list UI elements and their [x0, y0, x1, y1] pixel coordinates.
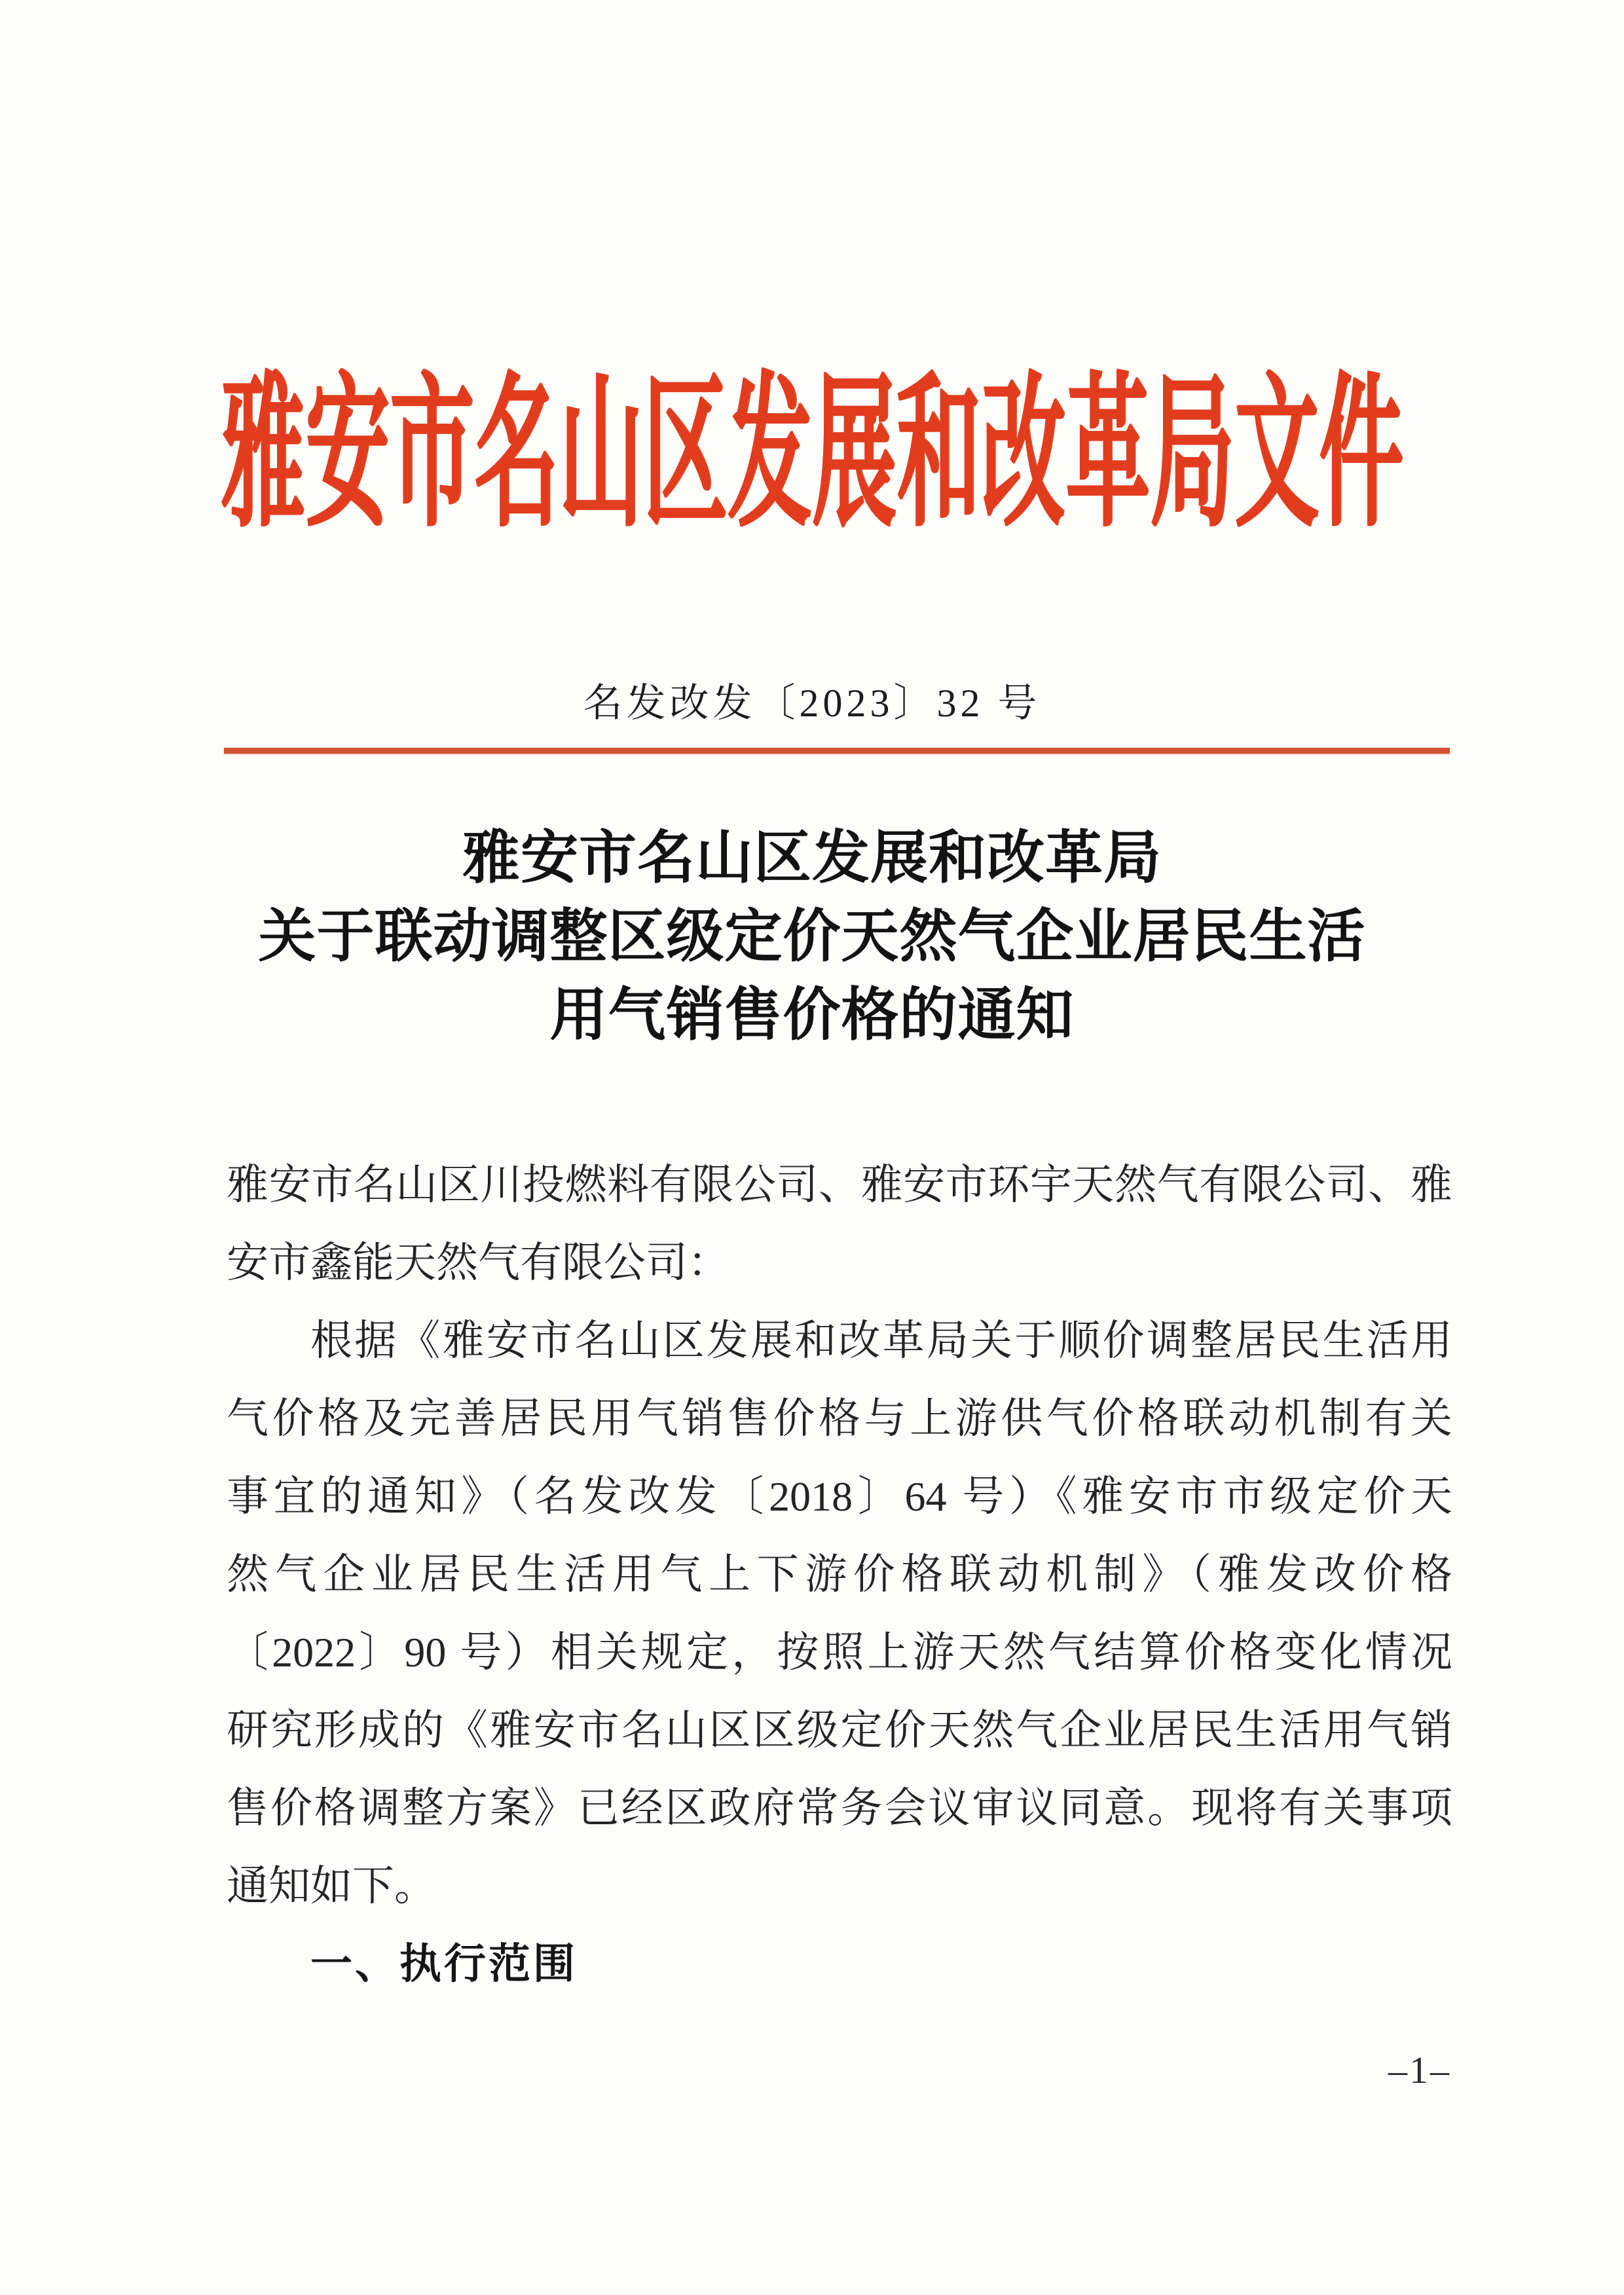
- red-divider-line: [224, 748, 1450, 754]
- title-line-1: 雅安市名山区发展和改革局: [462, 827, 1162, 890]
- body-line: 安市鑫能天然气有限公司：: [227, 1239, 729, 1286]
- body-line: 〔2022〕90 号）相关规定，按照上游天然气结算价格变化情况: [227, 1629, 1452, 1676]
- body-line: 研究形成的《雅安市名山区区级定价天然气企业居民生活用气销: [227, 1707, 1452, 1753]
- body-line: 气价格及完善居民用气销售价格与上游供气价格联动机制有关: [227, 1395, 1452, 1442]
- section-heading-scope: 一、执行范围: [310, 1940, 578, 1987]
- body-line: 事宜的通知》（名发改发〔2018〕64 号）《雅安市市级定价天: [227, 1473, 1452, 1520]
- body-line: 通知如下。: [227, 1863, 436, 1909]
- title-line-2: 关于联动调整区级定价天然气企业居民生活: [258, 906, 1366, 969]
- page-number: –1–: [1388, 2049, 1451, 2091]
- body-line: 雅安市名山区川投燃料有限公司、雅安市环宇天然气有限公司、雅: [227, 1162, 1452, 1208]
- body-line: 根据《雅安市名山区发展和改革局关于顺价调整居民生活用: [310, 1317, 1452, 1364]
- document-number: 名发改发〔2023〕32 号: [583, 682, 1041, 725]
- agency-red-banner: 雅安市名山区发展和改革局文件: [220, 363, 1403, 547]
- document-title: [0, 820, 1624, 1056]
- body-line: 售价格调整方案》已经区政府常务会议审议同意。现将有关事项: [227, 1785, 1452, 1831]
- title-line-3: 用气销售价格的通知: [549, 984, 1075, 1048]
- document-body: [227, 1146, 1452, 2003]
- body-line: 然气企业居民生活用气上下游价格联动机制》（雅发改价格: [227, 1551, 1452, 1598]
